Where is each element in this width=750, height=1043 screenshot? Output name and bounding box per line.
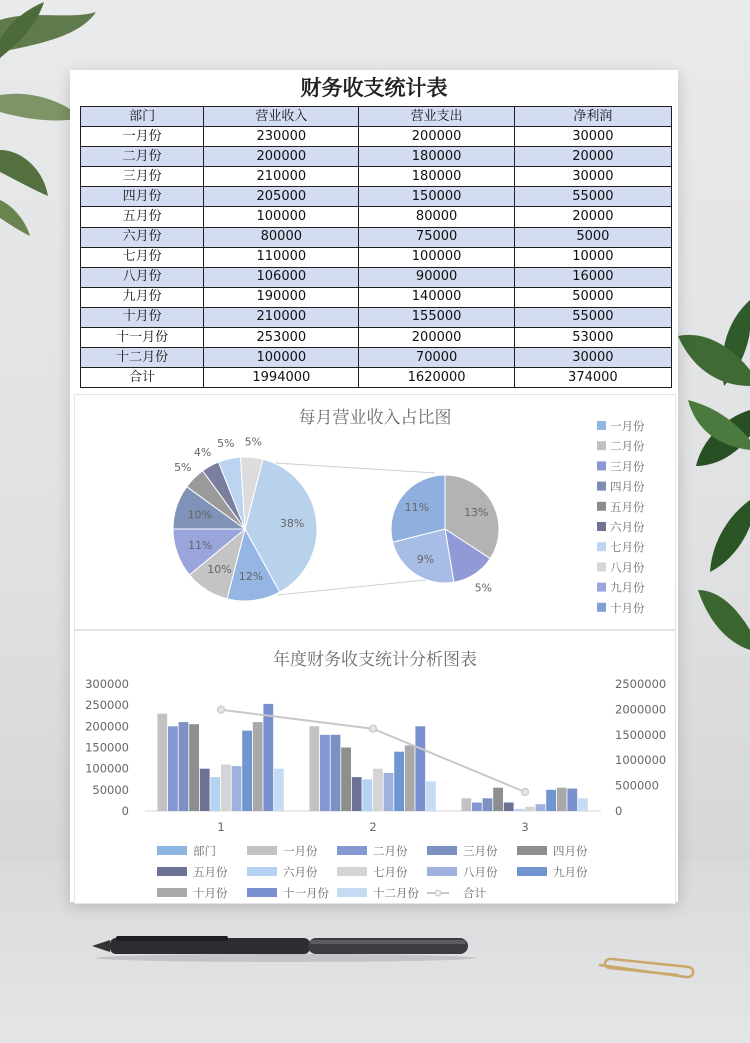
row-income: 210000 (204, 307, 359, 327)
bar (493, 788, 503, 811)
legend-swatch (597, 562, 606, 571)
finance-table (80, 106, 672, 388)
bar (157, 714, 167, 811)
bar (263, 704, 273, 811)
bar-chart-panel (74, 630, 676, 904)
main-pie-slice-label: 5% (244, 435, 263, 449)
row-month: 一月份 (81, 127, 204, 147)
row-month: 六月份 (81, 227, 204, 247)
bar (210, 777, 220, 811)
table-row (81, 167, 672, 187)
row-profit: 55000 (514, 187, 671, 207)
legend-label: 合计 (463, 886, 486, 900)
legend-line-marker (435, 890, 441, 896)
table-row (81, 187, 672, 207)
y-tick-label: 50000 (92, 782, 129, 797)
pie-chart-panel (74, 394, 676, 630)
y2-tick-label: 500000 (615, 778, 659, 793)
report-sheet (70, 70, 678, 902)
row-expense: 75000 (359, 227, 514, 247)
legend-swatch (597, 522, 606, 531)
bar (221, 764, 231, 811)
row-month: 五月份 (81, 207, 204, 227)
legend-swatch (157, 846, 187, 855)
row-income: 106000 (204, 267, 359, 287)
legend-label: 三月份 (463, 844, 498, 858)
table-header-row (81, 107, 672, 127)
row-month: 三月份 (81, 167, 204, 187)
total-profit: 374000 (514, 368, 671, 388)
secondary-pie-slice-label: 11% (404, 501, 430, 515)
row-profit: 20000 (514, 207, 671, 227)
row-expense: 90000 (359, 267, 514, 287)
legend-swatch (597, 603, 606, 612)
legend-label: 六月份 (610, 520, 645, 534)
row-profit: 30000 (514, 127, 671, 147)
row-profit: 16000 (514, 267, 671, 287)
legend-swatch (597, 542, 606, 551)
table-row (81, 348, 672, 368)
total-label: 合计 (81, 368, 204, 388)
plant-leaves-right-icon (668, 290, 750, 670)
row-expense: 180000 (359, 147, 514, 167)
bar (352, 777, 362, 811)
row-expense: 150000 (359, 187, 514, 207)
table-row (81, 267, 672, 287)
y-tick-label: 200000 (85, 719, 129, 734)
bar (567, 789, 577, 811)
legend-swatch (597, 461, 606, 470)
legend-swatch (337, 846, 367, 855)
row-month: 十二月份 (81, 348, 204, 368)
bar (525, 807, 535, 811)
legend-swatch (247, 846, 277, 855)
main-pie-slice-label: 10% (207, 563, 232, 577)
bar (200, 769, 210, 811)
y-tick-label: 300000 (85, 677, 129, 691)
row-month: 十一月份 (81, 328, 204, 348)
table-row (81, 207, 672, 227)
bar (362, 779, 372, 811)
bar (578, 798, 588, 811)
legend-label: 十一月份 (283, 886, 329, 900)
total-line-point (218, 706, 225, 713)
legend-label: 十月份 (193, 886, 228, 900)
row-income: 200000 (204, 147, 359, 167)
legend-swatch (517, 867, 547, 876)
y-tick-label: 100000 (85, 761, 129, 776)
bar (232, 766, 242, 811)
legend-label: 四月份 (610, 479, 645, 494)
total-line-point (522, 789, 529, 796)
x-tick-label: 1 (217, 820, 225, 834)
row-profit: 53000 (514, 328, 671, 348)
table-row (81, 227, 672, 247)
bar (341, 748, 351, 812)
bar (168, 726, 178, 811)
legend-label: 七月份 (610, 540, 645, 555)
row-profit: 20000 (514, 147, 671, 167)
row-profit: 55000 (514, 307, 671, 327)
row-expense: 155000 (359, 307, 514, 327)
legend-label: 一月份 (610, 419, 645, 433)
row-profit: 10000 (514, 247, 671, 267)
legend-label: 四月份 (553, 844, 588, 858)
secondary-pie-slice-label: 9% (416, 552, 435, 566)
row-profit: 5000 (514, 227, 671, 247)
bar (189, 724, 199, 811)
y2-tick-label: 1000000 (615, 753, 667, 768)
table-row (81, 247, 672, 267)
x-tick-label: 3 (521, 820, 529, 834)
bar (309, 726, 319, 811)
main-pie-slice-label: 38% (279, 517, 305, 530)
row-expense: 70000 (359, 348, 514, 368)
legend-label: 九月份 (610, 580, 645, 595)
row-month: 四月份 (81, 187, 204, 207)
row-income: 80000 (204, 227, 359, 247)
row-income: 100000 (204, 348, 359, 368)
main-pie-slice-label: 5% (217, 437, 235, 451)
row-profit: 30000 (514, 167, 671, 187)
row-expense: 200000 (359, 127, 514, 147)
bar (320, 735, 330, 811)
paper-clip-icon (594, 955, 702, 985)
row-income: 230000 (204, 127, 359, 147)
legend-swatch (337, 888, 367, 897)
y-tick-label: 0 (121, 804, 129, 818)
row-expense: 80000 (359, 207, 514, 227)
legend-swatch (337, 867, 367, 876)
bar (331, 735, 341, 811)
legend-label: 二月份 (610, 439, 645, 454)
y2-tick-label: 2000000 (615, 702, 667, 717)
row-income: 100000 (204, 207, 359, 227)
row-month: 八月份 (81, 267, 204, 287)
row-expense: 200000 (359, 328, 514, 348)
row-expense: 140000 (359, 287, 514, 307)
pie-connector-line (277, 579, 435, 595)
legend-label: 十二月份 (373, 886, 419, 900)
legend-swatch (427, 846, 457, 855)
bar (394, 752, 404, 811)
main-pie-slice-label: 5% (174, 460, 192, 474)
bar (426, 781, 436, 811)
y2-tick-label: 0 (615, 804, 623, 818)
row-income: 110000 (204, 247, 359, 267)
y-tick-label: 150000 (85, 740, 129, 755)
header-cell-income: 营业收入 (204, 107, 359, 127)
row-income: 210000 (204, 167, 359, 187)
row-profit: 50000 (514, 287, 671, 307)
bar (373, 769, 383, 811)
legend-label: 十月份 (610, 600, 645, 615)
main-pie-slice-label: 12% (238, 570, 264, 584)
total-line-point (370, 725, 377, 732)
row-month: 二月份 (81, 147, 204, 167)
table-row (81, 287, 672, 307)
pen-icon (86, 928, 486, 964)
y2-tick-label: 2500000 (615, 677, 667, 691)
pie-connector-line (275, 463, 435, 473)
bar (405, 745, 415, 811)
pie-chart-title: 每月营业收入占比图 (298, 408, 452, 428)
legend-label: 五月份 (193, 865, 228, 879)
bar-chart-title: 年度财务收支统计分析图表 (273, 650, 477, 670)
bar (274, 769, 284, 811)
y2-tick-label: 1500000 (615, 727, 667, 742)
secondary-pie-slice-label: 5% (474, 581, 493, 595)
x-tick-label: 2 (369, 820, 377, 834)
total-income: 1994000 (204, 368, 359, 388)
main-pie-slice-label: 4% (193, 445, 212, 459)
bar (415, 726, 425, 811)
legend-swatch (157, 888, 187, 897)
table-row (81, 147, 672, 167)
secondary-pie-slice-label: 13% (464, 506, 489, 519)
legend-swatch (247, 888, 277, 897)
legend-swatch (157, 867, 187, 876)
legend-label: 一月份 (283, 844, 318, 858)
bar (514, 809, 524, 811)
bar (483, 798, 493, 811)
header-cell-profit: 净利润 (514, 107, 671, 127)
bar (384, 773, 394, 811)
legend-label: 五月份 (610, 499, 645, 514)
legend-label: 部门 (193, 844, 216, 858)
row-month: 十月份 (81, 307, 204, 327)
row-expense: 180000 (359, 167, 514, 187)
row-month: 七月份 (81, 247, 204, 267)
header-cell-dept: 部门 (81, 107, 204, 127)
header-cell-expense: 营业支出 (359, 107, 514, 127)
legend-swatch (597, 502, 606, 511)
main-pie-slice-label: 11% (188, 539, 213, 553)
table-row (81, 328, 672, 348)
bar-chart (75, 631, 675, 903)
legend-swatch (247, 867, 277, 876)
legend-label: 七月份 (373, 865, 408, 879)
table-total-row (81, 368, 672, 388)
main-pie-slice-label: 10% (187, 508, 213, 522)
bar (461, 798, 471, 811)
bar (253, 722, 263, 811)
legend-label: 九月份 (553, 865, 588, 879)
row-income: 253000 (204, 328, 359, 348)
bar (536, 804, 546, 811)
legend-swatch (597, 441, 606, 450)
legend-swatch (427, 867, 457, 876)
total-expense: 1620000 (359, 368, 514, 388)
pie-chart (75, 395, 675, 629)
legend-label: 八月份 (463, 865, 498, 879)
bar (472, 803, 482, 812)
row-profit: 30000 (514, 348, 671, 368)
bar (557, 788, 567, 811)
table-row (81, 307, 672, 327)
legend-swatch (597, 482, 606, 491)
bar (242, 731, 252, 811)
legend-label: 六月份 (283, 865, 318, 879)
row-expense: 100000 (359, 247, 514, 267)
table-row (81, 127, 672, 147)
row-month: 九月份 (81, 287, 204, 307)
legend-swatch (517, 846, 547, 855)
legend-label: 三月份 (610, 459, 645, 474)
bar (504, 803, 514, 812)
y-tick-label: 250000 (85, 698, 129, 713)
sheet-title: 财务收支统计表 (300, 76, 448, 100)
legend-label: 二月份 (373, 844, 408, 858)
legend-label: 八月份 (610, 560, 645, 575)
legend-swatch (597, 583, 606, 592)
bar (179, 722, 189, 811)
bar (546, 790, 556, 811)
row-income: 190000 (204, 287, 359, 307)
row-income: 205000 (204, 187, 359, 207)
